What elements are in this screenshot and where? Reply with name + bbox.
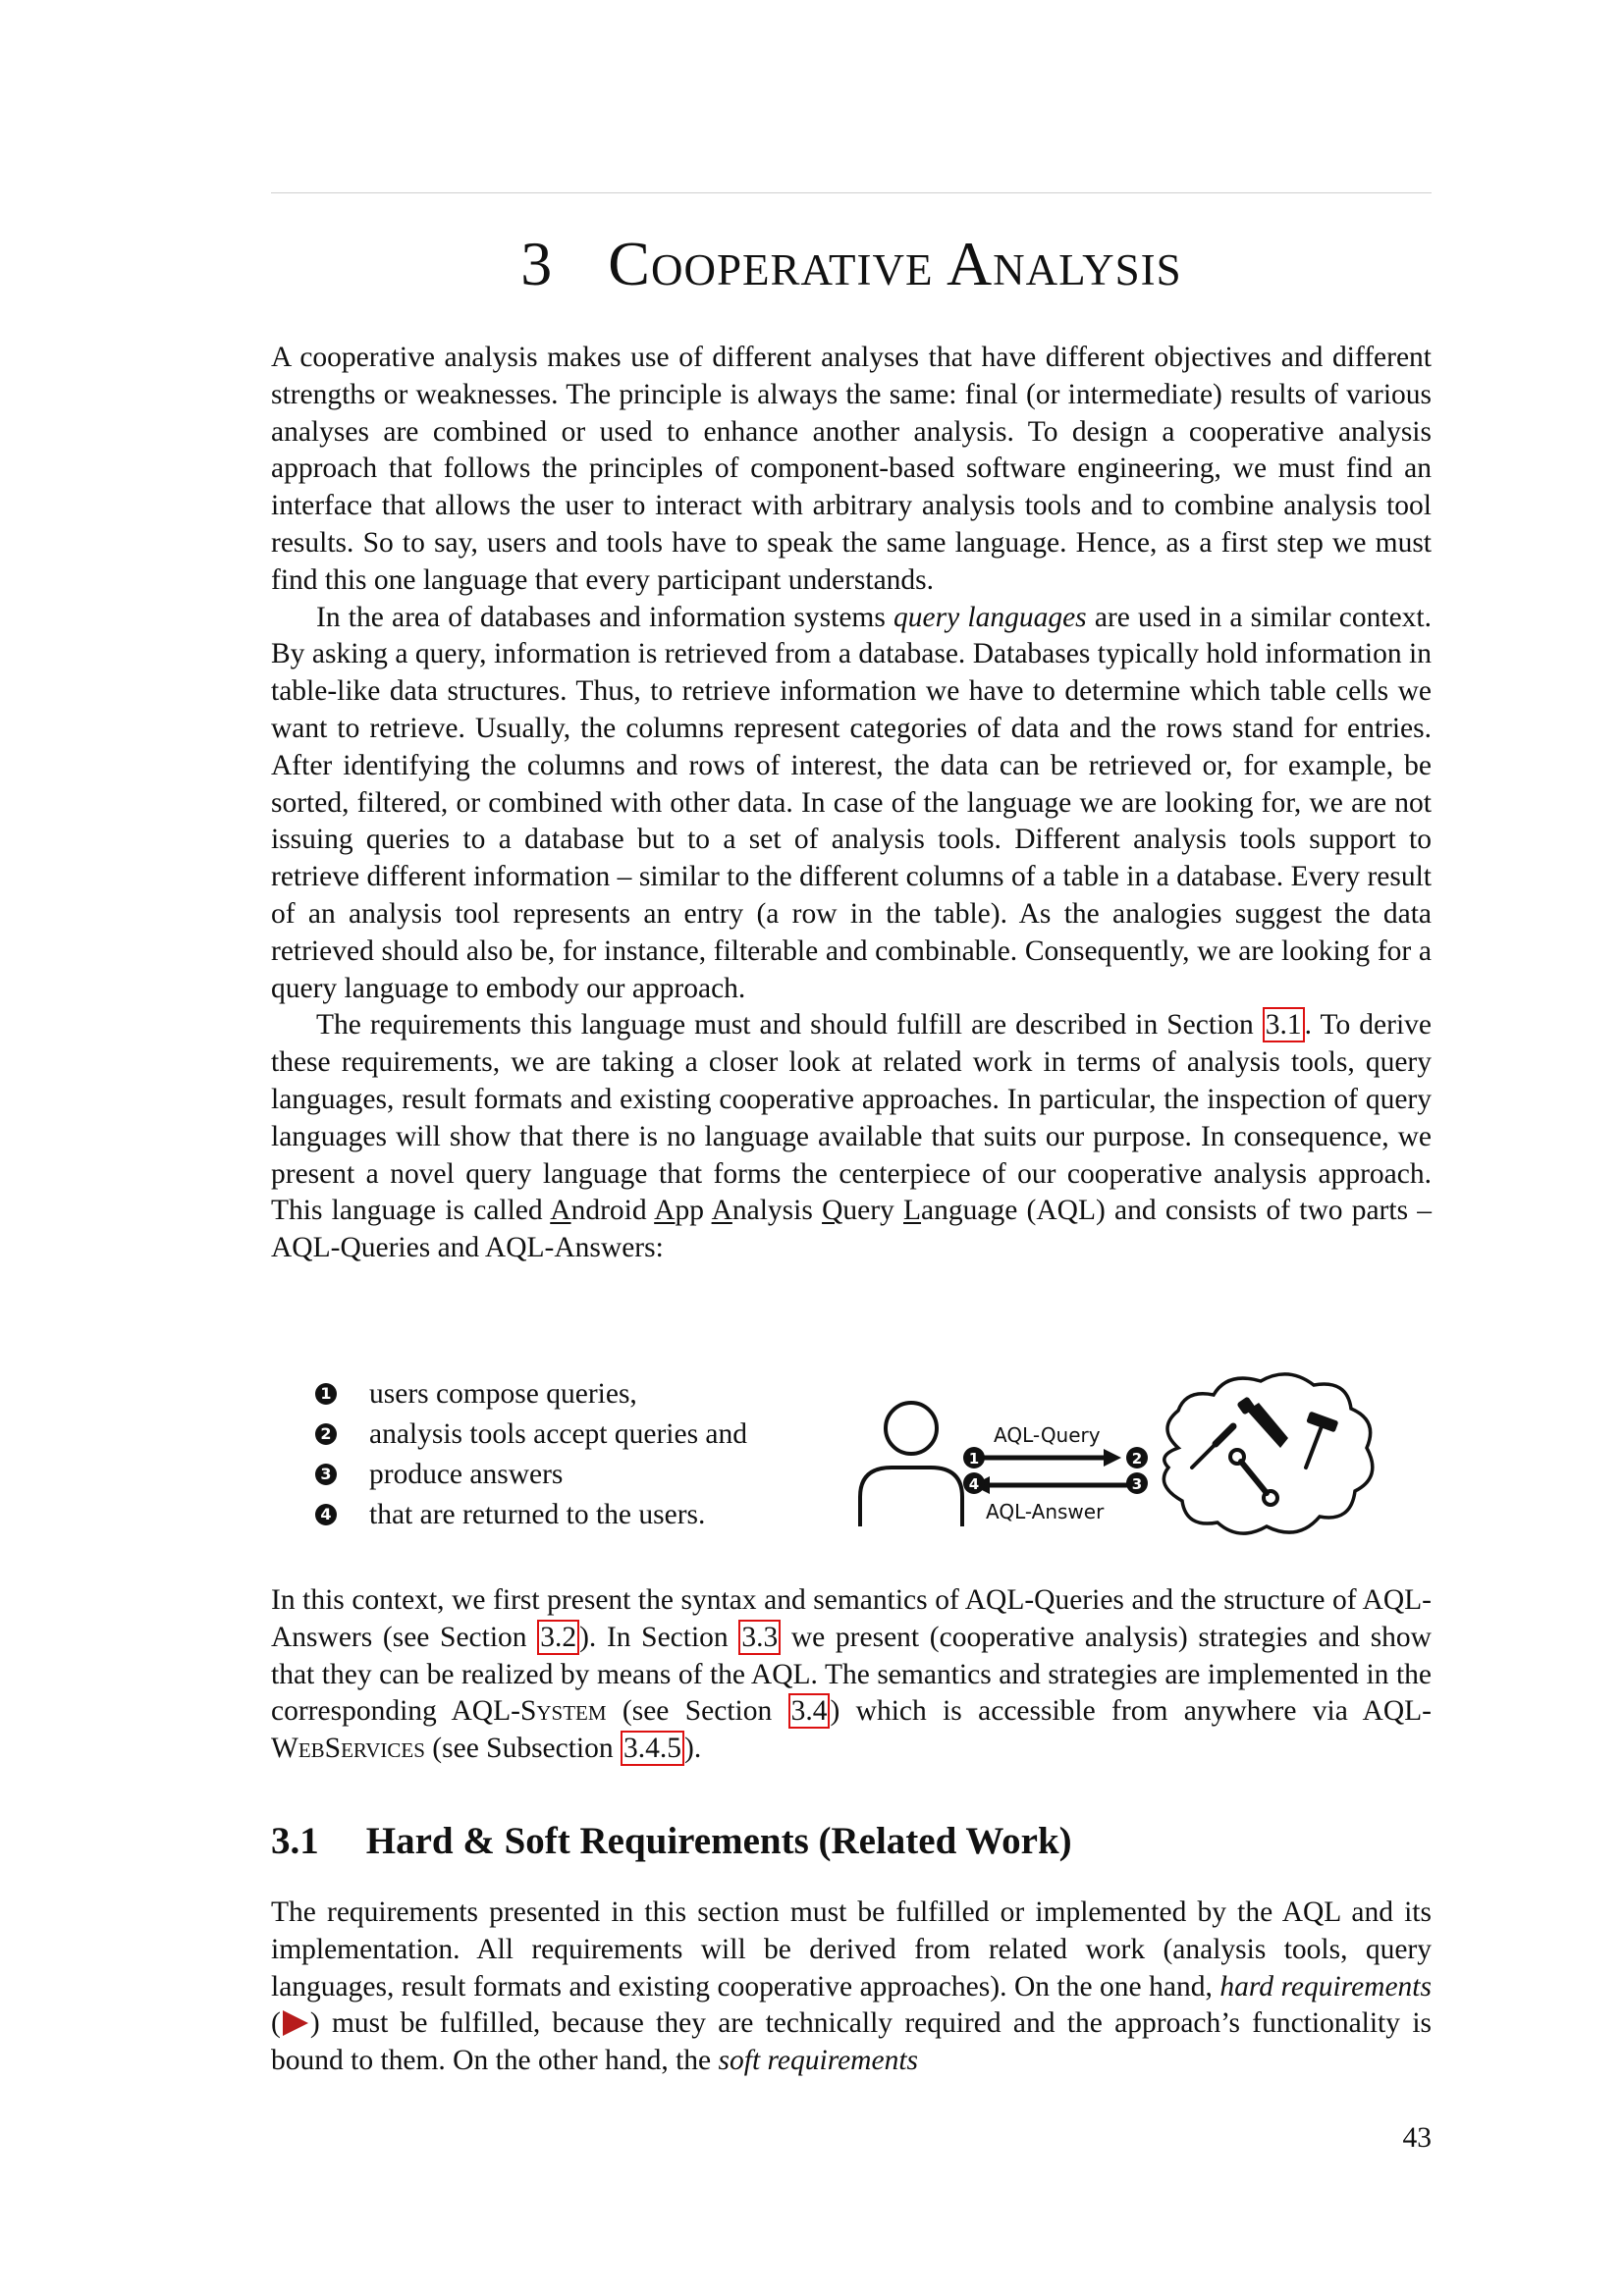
list-item: 4 that are returned to the users. — [271, 1495, 840, 1535]
screwdriver-icon — [1192, 1426, 1233, 1468]
answer-arrow — [972, 1476, 1129, 1494]
section-link-3-3[interactable]: 3.3 — [738, 1620, 781, 1655]
step-badge: 4 — [315, 1504, 337, 1525]
svg-text:1: 1 — [968, 1450, 980, 1468]
wrench-icon — [1230, 1450, 1277, 1505]
list-item: 1 users compose queries, — [271, 1374, 840, 1415]
figure-badge-4 — [963, 1472, 985, 1494]
user-icon — [860, 1403, 962, 1526]
intro-paragraph-3: The requirements this language must and should fulfill are described in Section 3.1 . To derive these requirements, we are taking a closer look at related work in terms of analysis tools, query languages, result formats and existing cooperative approaches. In particular, the inspection of query languages will show that there is no language available that suits our purpose. In consequence, we present a novel query language that forms the centerpiece of our cooperative analysis approach. This language is called Android App Analysis Query Language (AQL) and consists of two parts – AQL-Queries and AQL-Answers: — [271, 1009, 1433, 1264]
figure-badge-2 — [1126, 1447, 1148, 1468]
section-link-3-4-5[interactable]: 3.4.5 — [621, 1731, 684, 1766]
step-badge: 1 — [315, 1383, 337, 1405]
step-badge: 3 — [315, 1464, 337, 1485]
cloud-shape — [1164, 1374, 1372, 1533]
intro-text — [271, 340, 1432, 1267]
aql-webservices-name: WebServices — [271, 1733, 425, 1765]
section-title-text: Hard & Soft Requirements (Related Work) — [365, 1820, 1072, 1862]
chapter-number: 3 — [520, 229, 554, 298]
answer-label: AQL-Answer — [986, 1500, 1105, 1523]
aql-system-name: System — [519, 1695, 607, 1728]
intro-paragraph-2: In the area of databases and information systems query languages are used in a similar context. By asking a query, information is retrieved from a database. Databases typically hold information in table-like data structures. Thus, to retrieve information we have to determine which table cells we want to retrieve. Usually, the columns represent categories of data and the rows stand for entries. After identifying the columns and rows of interest, the data can be retrieved or, for example, be sorted, filtered, or combined with other data. In case of the language we are looking for, we are not issuing queries to a database but to a set of analysis tools. Different analysis tools support to retrieve different information – similar to the different columns of a table in a database. Every result of an analysis tool represents an entry (a row in the table). As the analogies suggest the data retrieved should also be, for instance, filterable and combinable. Consequently, we are looking for a query language to embody our approach. — [271, 601, 1433, 1004]
chapter-title — [271, 228, 1432, 300]
emphasis-query-languages: query languages — [893, 601, 1087, 633]
chapter-name: Cooperative Analysis — [608, 229, 1182, 298]
section-link-3-1[interactable]: 3.1 — [1263, 1007, 1305, 1042]
section-link-3-4[interactable]: 3.4 — [788, 1693, 831, 1729]
section-heading — [271, 1819, 1072, 1863]
saw-icon — [1236, 1396, 1288, 1448]
page-number: 43 — [1402, 2122, 1432, 2154]
list-item: 2 analysis tools accept queries and — [271, 1415, 840, 1455]
figure-badge-3 — [1126, 1472, 1148, 1494]
svg-text:4: 4 — [968, 1475, 980, 1493]
intro-paragraph-1: A cooperative analysis makes use of different analyses that have different objectives and different strengths or weaknesses. The principle is always the same: final (or intermediate) results of various analyses are combined or used to enhance another analysis. To design a cooperative analysis approach that follows the principles of component-based software engineering, we must find an interface that allows the user to interact with arbitrary analysis tools and to combine analysis tool results. So to say, users and tools have to speak the same language. Hence, as a first step we must find this one language that every participant understands. — [271, 342, 1432, 596]
figure-badge-1 — [963, 1447, 985, 1468]
query-label: AQL-Query — [994, 1423, 1101, 1447]
hard-requirement-marker-icon — [283, 2010, 308, 2036]
aql-interaction-figure — [844, 1369, 1394, 1546]
query-arrow — [984, 1449, 1121, 1467]
section-number: 3.1 — [271, 1820, 319, 1862]
svg-text:2: 2 — [1131, 1450, 1143, 1468]
emphasis-soft-requirements: soft requirements — [718, 2045, 919, 2077]
svg-text:3: 3 — [1131, 1475, 1143, 1493]
list-item: 3 produce answers — [271, 1455, 840, 1495]
section-paragraph: The requirements presented in this section must be fulfilled or implemented by the AQL and its implementation. All requirements will be derived from related work (analysis tools, query languages, result formats and existing cooperative approaches). On the one hand, hard requirements ( ) must be fulfilled, because they are technically required and the approach’s functionality is bound to them. On the other hand, the soft requirements — [271, 1896, 1432, 2077]
emphasis-hard-requirements: hard requirements — [1219, 1970, 1432, 2002]
context-paragraph: In this context, we first present the syntax and semantics of AQL-Queries and the structure of AQL-Answers (see Section 3.2 ). In Section 3.3 we present (cooperative analysis) strategies and show that they can be realized by means of the AQL. The semantics and strategies are implemented in the corresponding AQL-System (see Section 3.4 ) which is accessible from anywhere via AQL-WebServices (see Subsection 3.4.5 ). — [271, 1584, 1432, 1765]
steps-list — [271, 1374, 840, 1535]
section-link-3-2[interactable]: 3.2 — [537, 1620, 579, 1655]
step-badge: 2 — [315, 1423, 337, 1445]
hammer-icon — [1306, 1412, 1338, 1468]
header-rule — [271, 192, 1432, 193]
